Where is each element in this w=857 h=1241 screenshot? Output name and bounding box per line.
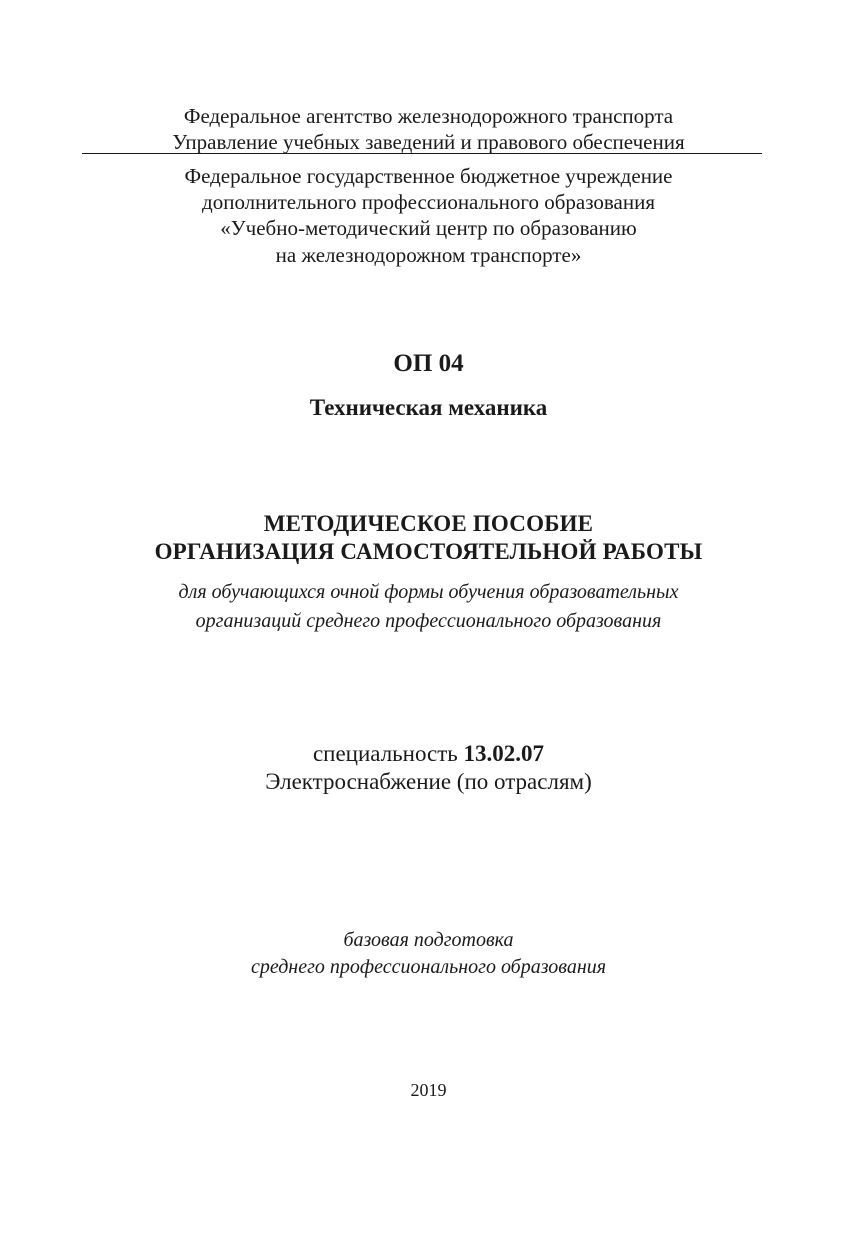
header-divider (82, 153, 762, 154)
course-code: ОП 04 (393, 350, 464, 377)
course-name: Техническая механика (309, 395, 548, 420)
specialty-name: Электроснабжение (по отраслям) (265, 769, 592, 794)
institution-line-1: Федеральное государственное бюджетное учреждение (184, 164, 673, 188)
training-line-1: базовая подготовка (343, 929, 514, 951)
document-title-line-2: ОРГАНИЗАЦИЯ САМОСТОЯТЕЛЬНОЙ РАБОТЫ (154, 539, 703, 564)
institution-line-4: на железнодорожном транспорте» (275, 243, 582, 267)
audience-line-1: для обучающихся очной формы обучения образовательных (178, 581, 679, 603)
department-name: Управление учебных заведений и правового обеспечения (172, 130, 685, 154)
specialty-line (0, 741, 857, 767)
agency-name: Федеральное агентство железнодорожного транспорта (183, 104, 674, 128)
training-line-2: среднего профессионального образования (250, 956, 607, 978)
document-title-line-1: МЕТОДИЧЕСКОЕ ПОСОБИЕ (263, 511, 594, 536)
audience-line-2: организаций среднего профессионального образования (195, 610, 662, 632)
institution-line-2: дополнительного профессионального образования (202, 190, 655, 214)
institution-line-3: «Учебно-методический центр по образованию (220, 216, 637, 240)
specialty-number: 13.02.07 (463, 741, 545, 766)
publication-year: 2019 (410, 1080, 447, 1100)
specialty-prefix: специальность (312, 741, 464, 766)
